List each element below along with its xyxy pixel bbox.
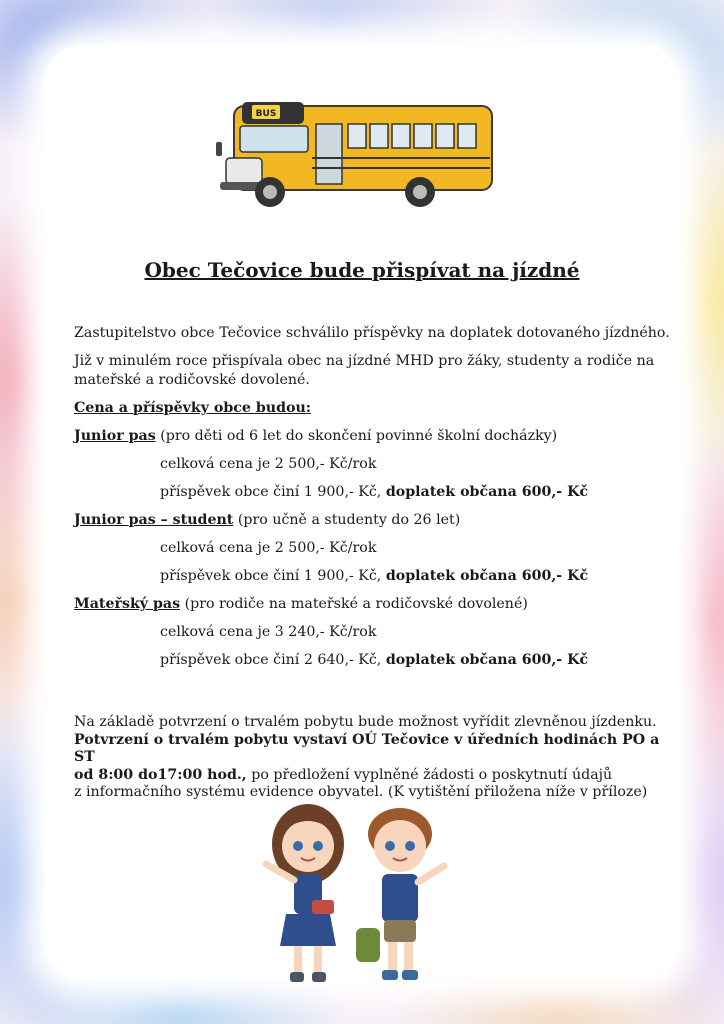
pass-total-price: celková cena je 2 500,- Kč/rok [160, 540, 377, 556]
pass-name: Junior pas – student [74, 512, 234, 528]
contribution-text: příspěvek obce činí 2 640,- Kč, [160, 652, 386, 668]
pass-contribution [74, 567, 684, 586]
pass-description: (pro učně a studenty do 26 let) [233, 512, 461, 528]
document-body [74, 324, 684, 802]
pass-name: Junior pas [74, 428, 156, 444]
pass-junior-student [74, 511, 684, 530]
children-illustration [252, 796, 458, 996]
pass-junior [74, 427, 684, 446]
bus-sign: BUS [255, 109, 277, 119]
note-rest: po předložení vyplněné žádosti o poskytnutí údajů [246, 766, 613, 783]
boy-figure [356, 808, 444, 980]
surcharge-text: doplatek občana 600,- Kč [385, 652, 589, 668]
note-line-1: Na základě potvrzení o trvalém pobytu bude možnost vyřídit zlevněnou jízdenku. [74, 714, 657, 730]
surcharge-text: doplatek občana 600,- Kč [385, 568, 589, 584]
spacer [74, 679, 684, 714]
pass-contribution [74, 651, 684, 670]
contribution-text: příspěvek obce činí 1 900,- Kč, [160, 484, 386, 500]
pass-contribution [74, 483, 684, 502]
pass-description: (pro rodiče na mateřské a rodičovské dovolené) [180, 596, 528, 612]
school-bus-illustration [212, 96, 496, 216]
intro-paragraph-1: Zastupitelstvo obce Tečovice schválilo příspěvky na doplatek dotovaného jízdného. [74, 325, 670, 341]
surcharge-text: doplatek občana 600,- Kč [385, 484, 589, 500]
note-bold-2: od 8:00 do17:00 hod., [74, 766, 247, 783]
note-line-3 [74, 767, 684, 785]
note-bold-1: Potvrzení o trvalém pobytu vystaví OÚ Tečovice v úředních hodinách PO a ST [74, 731, 660, 765]
pass-total-price: celková cena je 3 240,- Kč/rok [160, 624, 377, 640]
pass-name: Mateřský pas [74, 596, 181, 612]
note-paragraph [74, 714, 684, 802]
note-line-2 [74, 732, 684, 767]
pass-maternal [74, 595, 684, 614]
prices-heading: Cena a příspěvky obce budou: [74, 400, 312, 416]
contribution-text: příspěvek obce činí 1 900,- Kč, [160, 568, 386, 584]
pass-description: (pro děti od 6 let do skončení povinné školní docházky) [155, 428, 558, 444]
intro-paragraph-2: Již v minulém roce přispívala obec na jízdné MHD pro žáky, studenty a rodiče na mateřské a rodičovské dovolené. [74, 353, 655, 388]
note-line-4: z informačního systému evidence obyvatel. (K vytištění přiložena níže v příloze) [74, 784, 648, 800]
page-title: Obec Tečovice bude přispívat na jízdné [144, 258, 580, 282]
pass-total-price: celková cena je 2 500,- Kč/rok [160, 456, 377, 472]
girl-figure [266, 804, 344, 982]
